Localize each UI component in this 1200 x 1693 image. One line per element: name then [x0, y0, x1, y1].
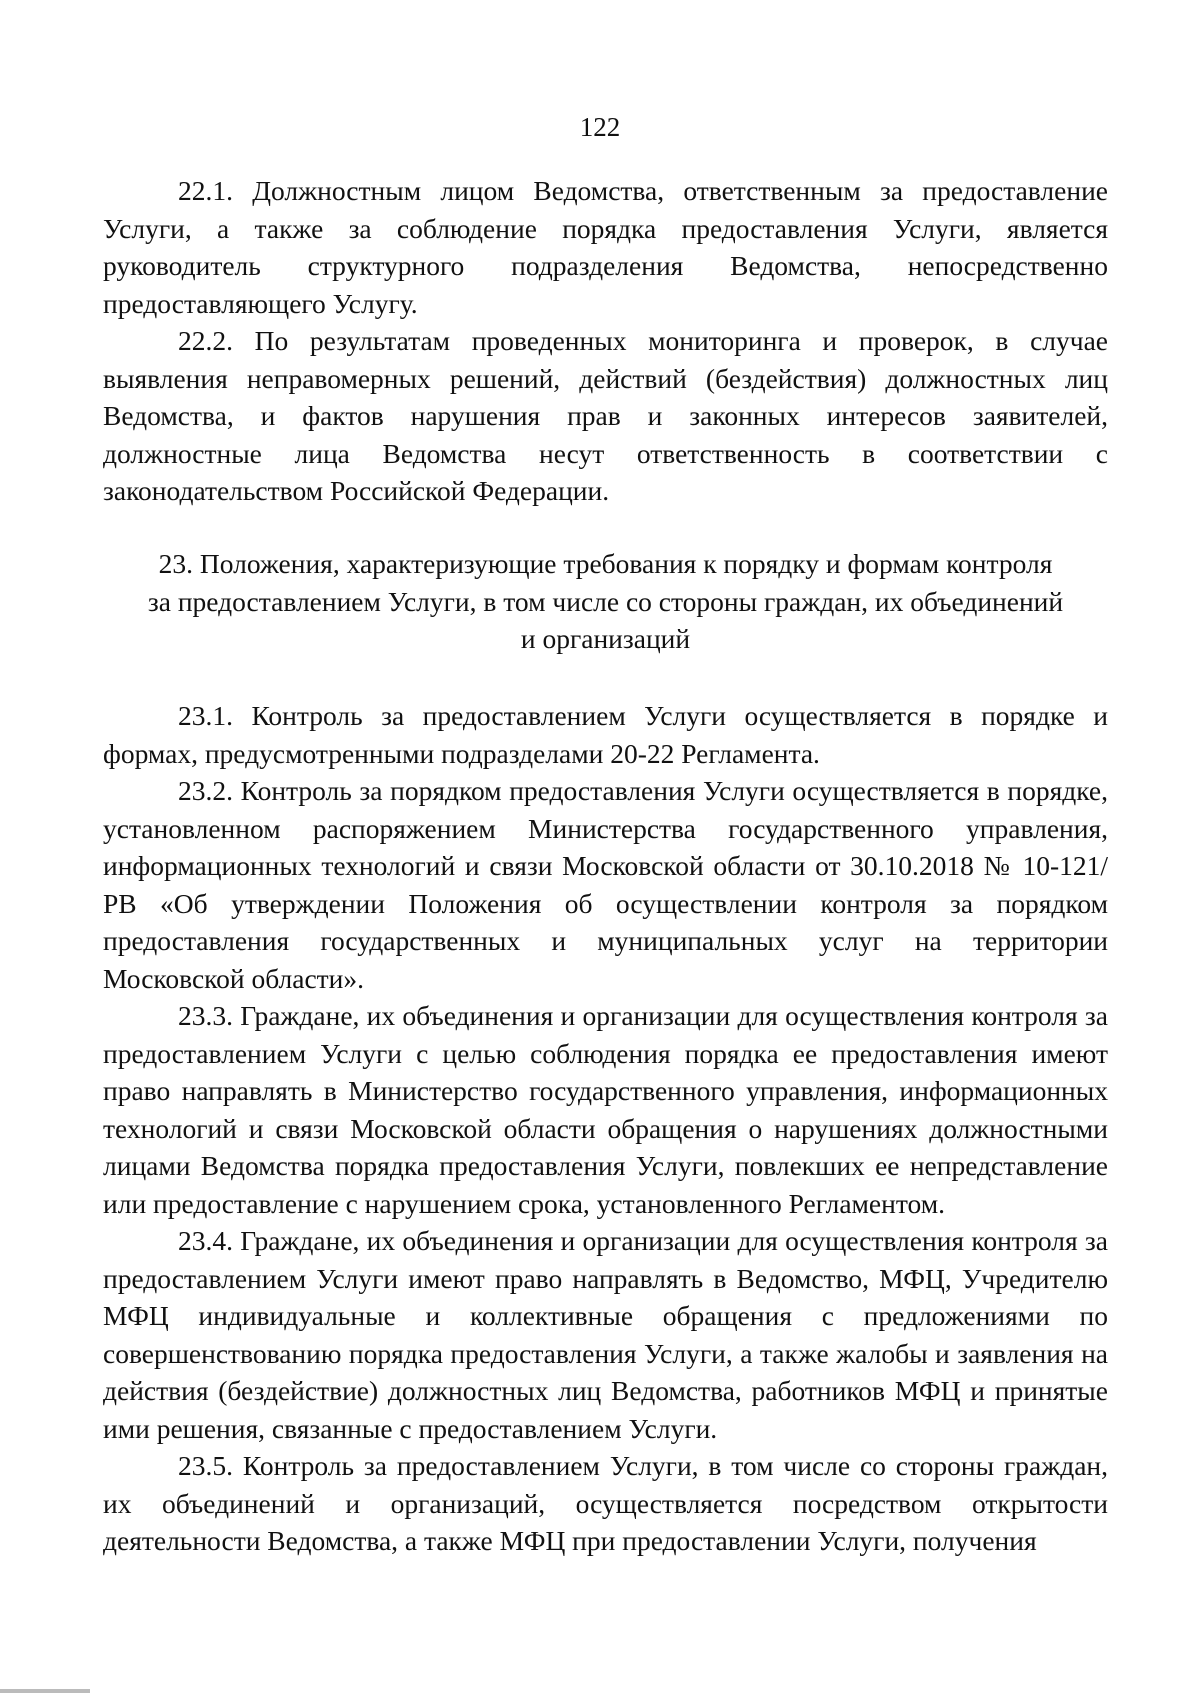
heading-line: и организаций: [520, 623, 691, 654]
paragraph-23-4: 23.4. Граждане, их объединения и организации для осуществления контроля за предоставлением Услуги имеют право направлять в Ведомство, МФЦ, Учредителю МФЦ индивидуальные и коллективные обращения с предложениями по совершенствованию порядка предоставления Услуги, а также жалобы и заявления на действия (бездействие) должностных лиц Ведомства, работников МФЦ и принятые ими решения, связанные с предоставлением Услуги.: [103, 1225, 1108, 1444]
heading-line: 23. Положения, характеризующие требования к порядку и формам контроля: [158, 548, 1053, 579]
paragraph-23-2: 23.2. Контроль за порядком предоставления Услуги осуществляется в порядке, установленном распоряжением Министерства государственного управления, информационных технологий и связи Московской области от 30.10.2018 № 10-121/РВ «Об утверждении Положения об осуществлении контроля за порядком предоставления государственных и муниципальных услуг на территории Московской области».: [103, 775, 1108, 994]
paragraph-23-5: 23.5. Контроль за предоставлением Услуги, в том числе со стороны граждан, их объединений и организаций, осуществляется посредством открытости деятельности Ведомства, а также МФЦ при предоставлении Услуги, получения: [103, 1450, 1108, 1556]
paragraph-22-1: 22.1. Должностным лицом Ведомства, ответственным за предоставление Услуги, а также за соблюдение порядка предоставления Услуги, является руководитель структурного подразделения Ведомства, непосредственно предоставляющего Услугу.: [103, 175, 1108, 319]
scan-edge-artifact: [0, 1689, 90, 1693]
section-23-heading: [103, 545, 1108, 658]
section-22-body: [103, 172, 1108, 510]
heading-line: за предоставлением Услуги, в том числе со стороны граждан, их объединений: [147, 585, 1064, 617]
paragraph-23-3: 23.3. Граждане, их объединения и организации для осуществления контроля за предоставлением Услуги с целью соблюдения порядка ее предоставления имеют право направлять в Министерство государственного управления, информационных технологий и связи Московской области обращения о нарушениях должностными лицами Ведомства порядка предоставления Услуги, повлекших ее непредставление или предоставление с нарушением срока, установленного Регламентом.: [103, 1000, 1108, 1219]
section-23-body: [103, 697, 1108, 1560]
paragraph-22-2: 22.2. По результатам проведенных мониторинга и проверок, в случае выявления неправомерных решений, действий (бездействия) должностных лиц Ведомства, и фактов нарушения прав и законных интересов заявителей, должностные лица Ведомства несут ответственность в соответствии с законодательством Российской Федерации.: [103, 325, 1108, 506]
paragraph-23-1: 23.1. Контроль за предоставлением Услуги осуществляется в порядке и формах, предусмотренными подразделами 20-22 Регламента.: [103, 700, 1108, 769]
page-number: 122: [579, 112, 621, 142]
